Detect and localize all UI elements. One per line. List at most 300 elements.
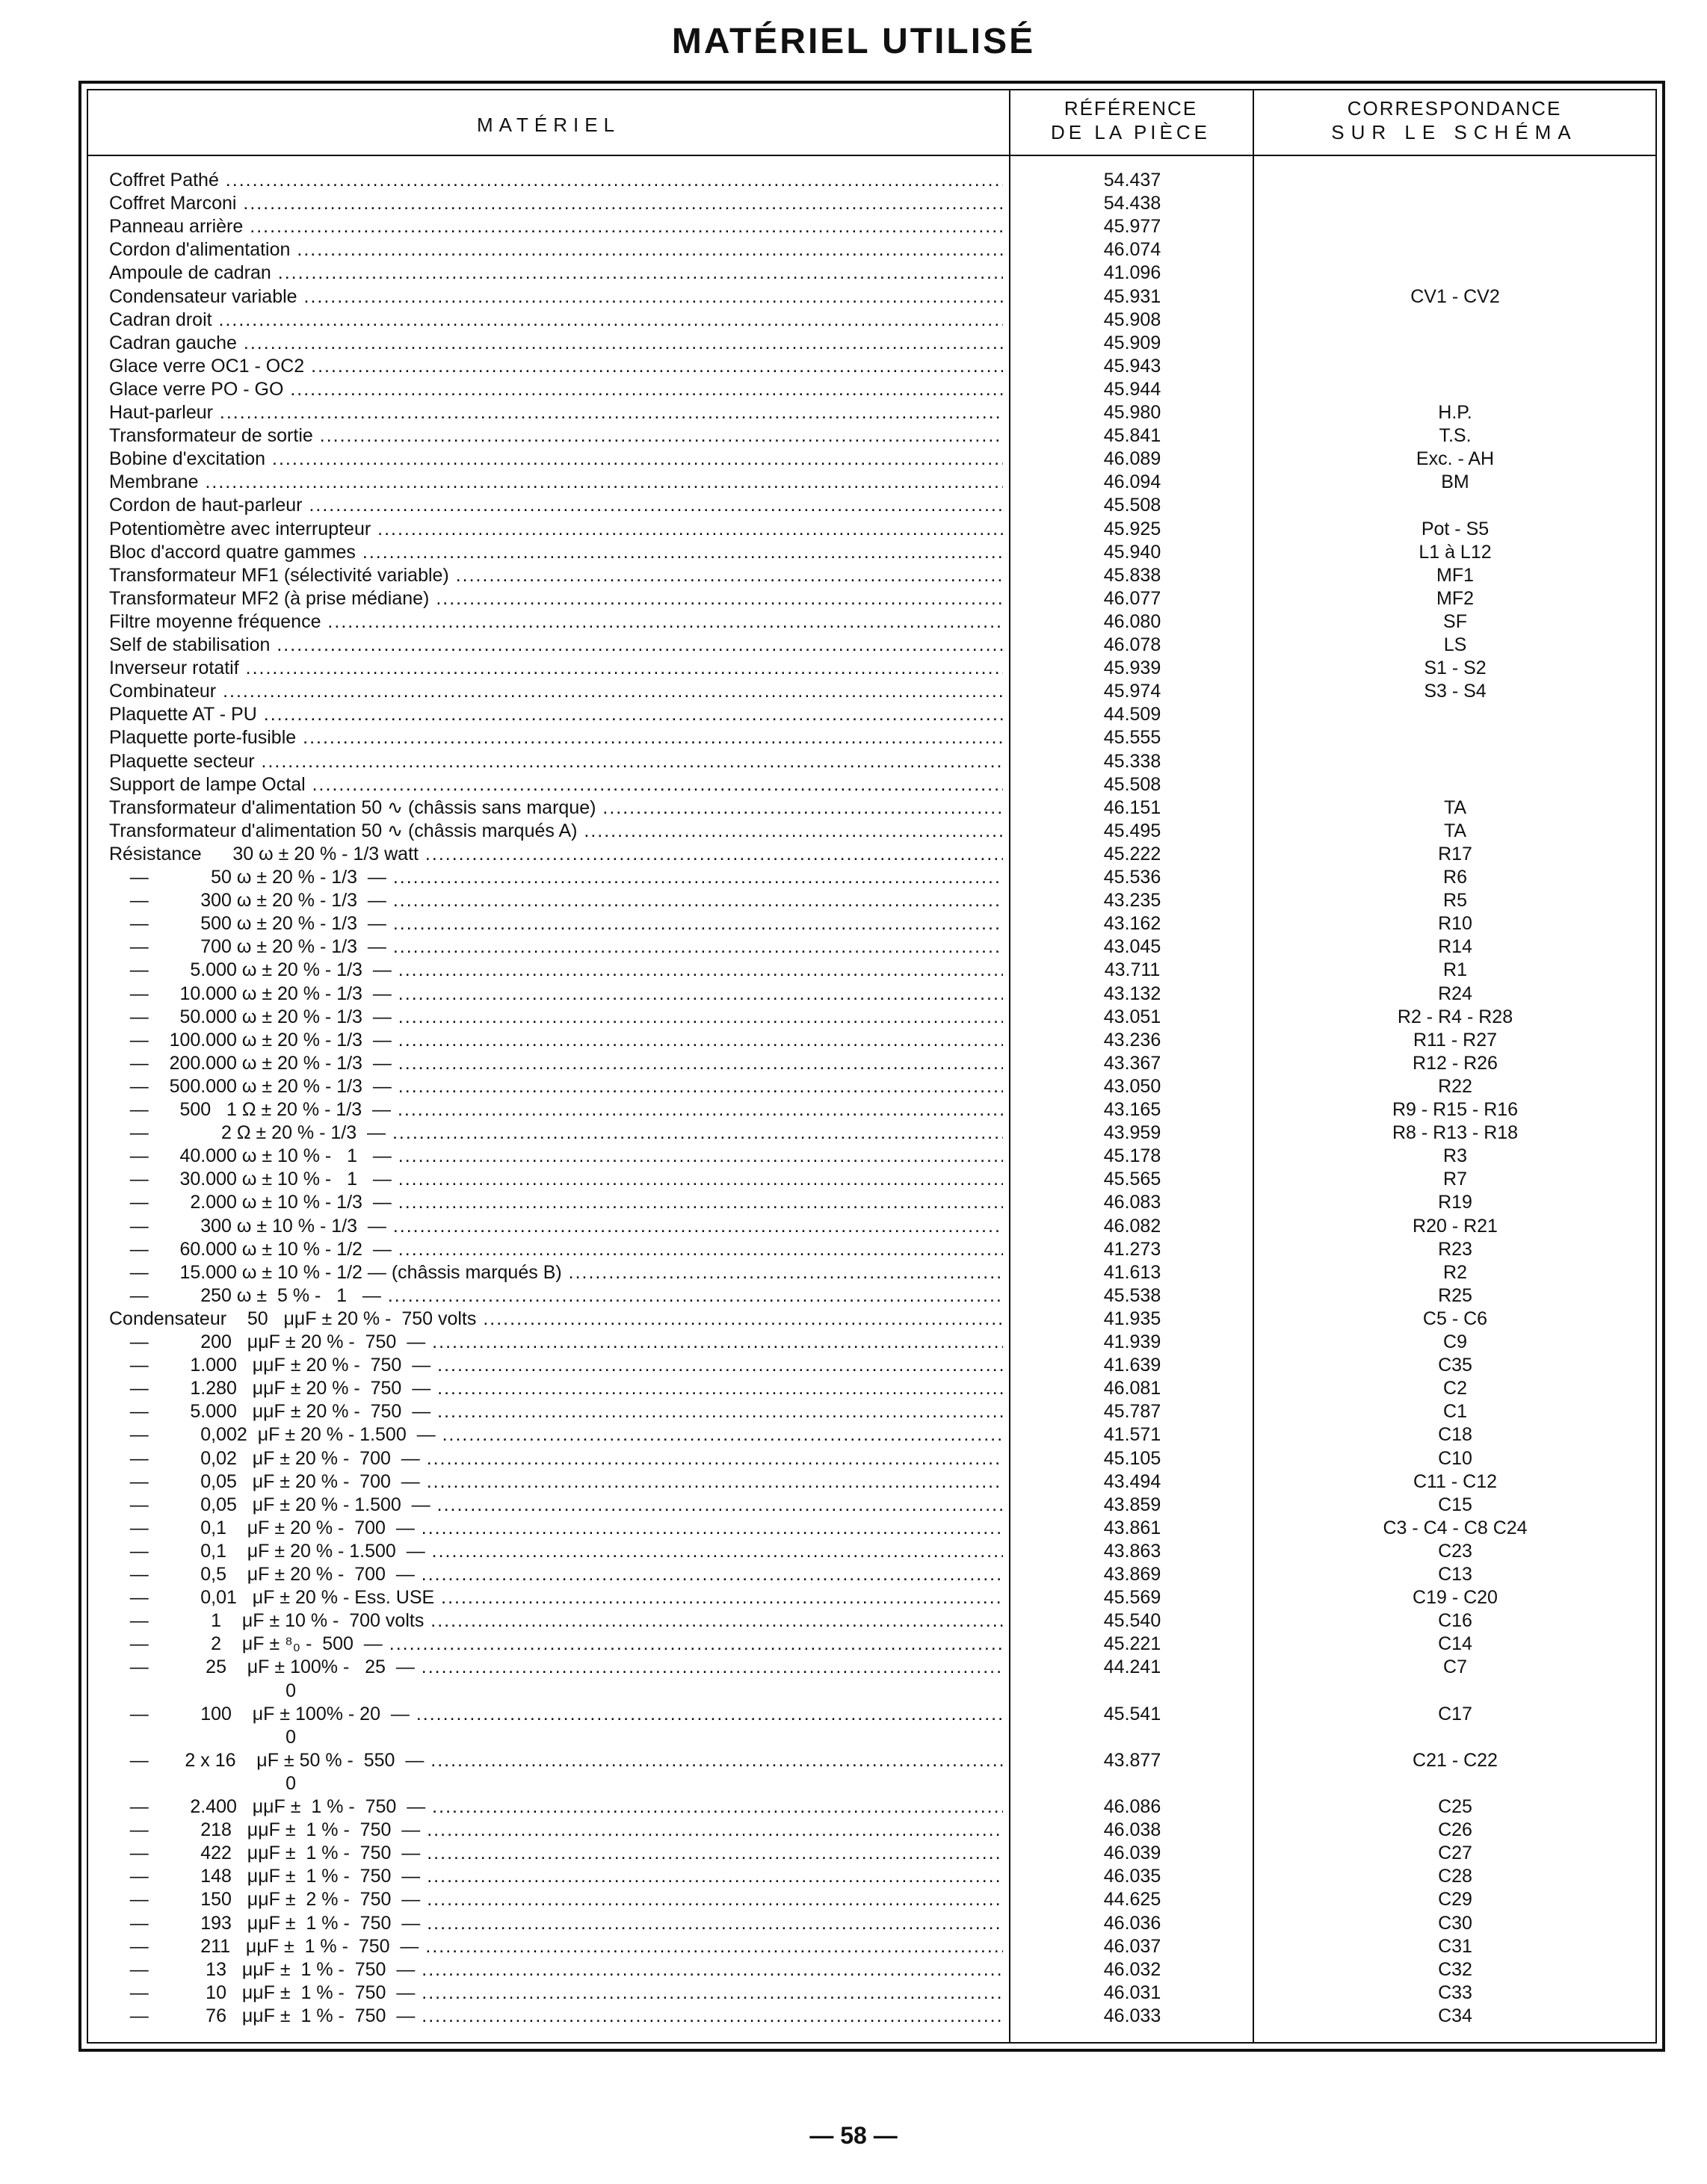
reference-cell: 45.908 bbox=[1103, 309, 1161, 330]
reference-cell: 41.096 bbox=[1103, 262, 1161, 284]
correspondance-cell: TA bbox=[1443, 796, 1467, 818]
materiel-cell: Plaquette porte-fusible ..... bbox=[109, 726, 1003, 749]
reference-cell: 44.625 bbox=[1103, 1889, 1161, 1911]
header-materiel: MATÉRIEL bbox=[476, 114, 621, 136]
reference-cell: 45.909 bbox=[1103, 332, 1161, 353]
table-row bbox=[0, 1447, 1707, 1470]
materiel-cell: Transformateur d'alimentation 50 ∿ (châssis sans marque) ..... bbox=[109, 796, 1003, 820]
page-title: MATÉRIEL UTILISÉ bbox=[671, 22, 1036, 61]
table-row bbox=[0, 238, 1707, 262]
table-row bbox=[0, 1215, 1707, 1238]
table-row bbox=[0, 610, 1707, 634]
correspondance-cell: C29 bbox=[1438, 1889, 1472, 1911]
correspondance-cell: TA bbox=[1443, 820, 1467, 841]
correspondance-cell: R5 bbox=[1443, 890, 1467, 912]
table-row bbox=[0, 564, 1707, 587]
table-row bbox=[0, 1238, 1707, 1261]
materiel-cell: — 250 ω ± 5 % - 1 — ..... bbox=[109, 1284, 1003, 1308]
table-row bbox=[0, 750, 1707, 773]
materiel-cell: — 1 μF ± 10 % - 700 volts ..... bbox=[109, 1609, 1003, 1633]
reference-cell: 45.541 bbox=[1103, 1703, 1161, 1724]
reference-cell: 45.925 bbox=[1103, 518, 1161, 539]
table-row bbox=[0, 1819, 1707, 1842]
table-row bbox=[0, 448, 1707, 471]
correspondance-cell: S3 - S4 bbox=[1424, 681, 1487, 702]
correspondance-cell: R12 - R26 bbox=[1413, 1052, 1498, 1074]
reference-cell: 46.033 bbox=[1103, 2005, 1161, 2026]
materiel-cell: — 200 μμF ± 20 % - 750 — ..... bbox=[109, 1331, 1003, 1354]
table-row bbox=[0, 355, 1707, 378]
correspondance-cell: C21 - C22 bbox=[1413, 1749, 1498, 1771]
materiel-cell: — 13 μμF ± 1 % - 750 — ..... bbox=[109, 1958, 1003, 1982]
reference-cell: 45.977 bbox=[1103, 216, 1161, 238]
materiel-cell: — 100.000 ω ± 20 % - 1/3 — ..... bbox=[109, 1029, 1003, 1052]
reference-cell: 43.959 bbox=[1103, 1122, 1161, 1144]
reference-cell: 41.935 bbox=[1103, 1308, 1161, 1329]
materiel-cell: Cordon d'alimentation ..... bbox=[109, 238, 1003, 262]
reference-cell: 43.165 bbox=[1103, 1099, 1161, 1120]
correspondance-cell: C27 bbox=[1438, 1843, 1472, 1864]
reference-cell: 45.787 bbox=[1103, 1401, 1161, 1423]
table-row bbox=[0, 471, 1707, 494]
materiel-cell: — 1.000 μμF ± 20 % - 750 — ..... bbox=[109, 1354, 1003, 1377]
materiel-cell: — 300 ω ± 10 % - 1/3 — ..... bbox=[109, 1215, 1003, 1238]
table-row bbox=[0, 1888, 1707, 1911]
correspondance-cell: C9 bbox=[1443, 1331, 1467, 1352]
reference-cell: 45.508 bbox=[1103, 495, 1161, 516]
reference-cell: 43.711 bbox=[1104, 959, 1161, 981]
materiel-cell: — 700 ω ± 20 % - 1/3 — ..... bbox=[109, 935, 1003, 959]
table-row bbox=[0, 1586, 1707, 1609]
table-row bbox=[0, 1865, 1707, 1888]
correspondance-cell: C31 bbox=[1438, 1935, 1472, 1957]
reference-cell: 45.222 bbox=[1103, 843, 1161, 864]
materiel-cell: Transformateur de sortie ..... bbox=[109, 424, 1003, 448]
reference-cell: 45.565 bbox=[1103, 1169, 1161, 1190]
reference-cell: 46.086 bbox=[1103, 1796, 1161, 1817]
table-row bbox=[0, 1075, 1707, 1098]
correspondance-cell: C18 bbox=[1438, 1424, 1472, 1446]
reference-cell: 45.939 bbox=[1103, 658, 1161, 679]
table-row bbox=[0, 935, 1707, 959]
reference-cell: 46.035 bbox=[1103, 1866, 1161, 1887]
table-row bbox=[0, 215, 1707, 238]
table-row bbox=[0, 726, 1707, 749]
correspondance-cell: R11 - R27 bbox=[1413, 1029, 1498, 1051]
materiel-cell: — 10 μμF ± 1 % - 750 — ..... bbox=[109, 1982, 1003, 2005]
reference-cell: 45.569 bbox=[1103, 1587, 1161, 1609]
materiel-cell: — 0,5 μF ± 20 % - 700 — ..... bbox=[109, 1563, 1003, 1586]
reference-cell: 45.838 bbox=[1103, 564, 1161, 586]
materiel-cell: — 2 μF ± ⁸₀ - 500 — ..... bbox=[109, 1633, 1003, 1656]
reference-cell: 45.940 bbox=[1103, 541, 1161, 563]
table-row bbox=[0, 866, 1707, 889]
materiel-cell: — 2 Ω ± 20 % - 1/3 — ..... bbox=[109, 1122, 1003, 1145]
materiel-cell: — 0,05 μF ± 20 % - 1.500 — ..... bbox=[109, 1494, 1003, 1517]
header-correspondance-line1: CORRESPONDANCE bbox=[1347, 97, 1562, 120]
table-row bbox=[0, 1749, 1707, 1772]
materiel-cell: Bobine d'excitation ..... bbox=[109, 448, 1003, 471]
reference-cell: 46.089 bbox=[1103, 448, 1161, 470]
correspondance-cell: CV1 - CV2 bbox=[1410, 285, 1500, 307]
reference-cell: 46.081 bbox=[1103, 1378, 1161, 1399]
materiel-cell: — 15.000 ω ± 10 % - 1/2 — (châssis marqués B) ..... bbox=[109, 1261, 1003, 1284]
table-row bbox=[0, 1168, 1707, 1191]
table-row bbox=[0, 1191, 1707, 1214]
correspondance-cell: C17 bbox=[1438, 1703, 1472, 1724]
materiel-cell: — 0,02 μF ± 20 % - 700 — ..... bbox=[109, 1447, 1003, 1470]
materiel-cell: — 500 1 Ω ± 20 % - 1/3 — ..... bbox=[109, 1098, 1003, 1122]
materiel-cell: — 148 μμF ± 1 % - 750 — ..... bbox=[109, 1865, 1003, 1888]
correspondance-cell: R14 bbox=[1438, 936, 1472, 958]
materiel-cell: — 10.000 ω ± 20 % - 1/3 — ..... bbox=[109, 983, 1003, 1006]
table-row bbox=[0, 912, 1707, 935]
reference-cell: 43.859 bbox=[1103, 1494, 1161, 1515]
correspondance-cell: C7 bbox=[1443, 1656, 1467, 1678]
materiel-cell: Transformateur MF2 (à prise médiane) ..... bbox=[109, 587, 1003, 610]
materiel-cell: Résistance 30 ω ± 20 % - 1/3 watt ..... bbox=[109, 843, 1003, 866]
correspondance-cell: C23 bbox=[1438, 1540, 1472, 1562]
materiel-cell: Plaquette secteur ..... bbox=[109, 750, 1003, 773]
correspondance-cell: R3 bbox=[1443, 1145, 1467, 1167]
page-number: — 58 — bbox=[809, 2122, 898, 2149]
correspondance-cell: SF bbox=[1443, 610, 1467, 632]
materiel-cell: — 40.000 ω ± 10 % - 1 — ..... bbox=[109, 1145, 1003, 1168]
correspondance-cell: Pot - S5 bbox=[1421, 518, 1490, 539]
reference-cell: 45.536 bbox=[1103, 867, 1161, 888]
correspondance-cell: C14 bbox=[1438, 1633, 1472, 1655]
reference-cell: 41.613 bbox=[1103, 1261, 1161, 1283]
materiel-cell: Glace verre PO - GO ..... bbox=[109, 378, 1003, 401]
table-row bbox=[0, 262, 1707, 285]
correspondance-cell: LS bbox=[1443, 634, 1467, 655]
reference-cell: 45.540 bbox=[1103, 1610, 1161, 1632]
reference-cell: 43.869 bbox=[1103, 1564, 1161, 1585]
reference-cell: 46.037 bbox=[1103, 1935, 1161, 1957]
header-correspondance-line2: SUR LE SCHÉMA bbox=[1331, 121, 1578, 143]
table-row bbox=[0, 1726, 1707, 1749]
materiel-cell: — 0,002 μF ± 20 % - 1.500 — ..... bbox=[109, 1423, 1003, 1447]
reference-cell: 41.273 bbox=[1103, 1238, 1161, 1260]
reference-cell: 46.039 bbox=[1103, 1843, 1161, 1864]
table-row bbox=[0, 634, 1707, 657]
reference-cell: 43.877 bbox=[1103, 1749, 1161, 1771]
table-row bbox=[0, 1145, 1707, 1168]
materiel-cell: — 2 x 16 μF ± 50 % - 550 — ..... bbox=[109, 1749, 1003, 1772]
reference-cell: 45.980 bbox=[1103, 402, 1161, 423]
table-row bbox=[0, 773, 1707, 796]
reference-cell: 41.939 bbox=[1103, 1331, 1161, 1352]
table-row bbox=[0, 1308, 1707, 1331]
table-row bbox=[0, 1331, 1707, 1354]
reference-cell: 43.861 bbox=[1103, 1517, 1161, 1538]
table-row bbox=[0, 518, 1707, 541]
reference-cell: 46.151 bbox=[1103, 796, 1161, 818]
materiel-cell: — 0,1 μF ± 20 % - 700 — ..... bbox=[109, 1517, 1003, 1540]
reference-cell: 43.863 bbox=[1103, 1540, 1161, 1562]
materiel-cell: — 60.000 ω ± 10 % - 1/2 — ..... bbox=[109, 1238, 1003, 1261]
materiel-cell: Condensateur 50 μμF ± 20 % - 750 volts ..... bbox=[109, 1308, 1003, 1331]
table-row bbox=[0, 1563, 1707, 1586]
reference-cell: 45.944 bbox=[1103, 378, 1161, 400]
table-row bbox=[0, 1354, 1707, 1377]
reference-cell: 46.074 bbox=[1103, 239, 1161, 261]
table-row bbox=[0, 541, 1707, 564]
materiel-cell: — 218 μμF ± 1 % - 750 — ..... bbox=[109, 1819, 1003, 1842]
correspondance-cell: MF2 bbox=[1436, 587, 1474, 609]
correspondance-cell: R9 - R15 - R16 bbox=[1392, 1099, 1519, 1120]
correspondance-cell: C30 bbox=[1438, 1912, 1472, 1934]
reference-cell: 45.508 bbox=[1103, 773, 1161, 795]
materiel-cell: Support de lampe Octal ..... bbox=[109, 773, 1003, 796]
table-row bbox=[0, 1703, 1707, 1726]
reference-cell: 46.094 bbox=[1103, 471, 1161, 493]
reference-cell: 46.078 bbox=[1103, 634, 1161, 655]
reference-cell: 45.841 bbox=[1103, 425, 1161, 447]
table-row bbox=[0, 1935, 1707, 1958]
table-row bbox=[0, 959, 1707, 982]
reference-cell: 45.105 bbox=[1103, 1447, 1161, 1469]
reference-cell: 45.178 bbox=[1103, 1145, 1161, 1167]
reference-cell: 43.162 bbox=[1103, 913, 1161, 935]
materiel-cell: — 25 μF ± 100% - 25 — ..... bbox=[109, 1656, 1003, 1679]
table-row bbox=[0, 1494, 1707, 1517]
table-row bbox=[0, 703, 1707, 726]
reference-cell: 43.367 bbox=[1103, 1052, 1161, 1074]
reference-cell: 45.974 bbox=[1103, 681, 1161, 702]
table-row bbox=[0, 1656, 1707, 1679]
materiel-cell: — 500.000 ω ± 20 % - 1/3 — ..... bbox=[109, 1075, 1003, 1098]
correspondance-cell: C13 bbox=[1438, 1564, 1472, 1585]
materiel-cell: Coffret Marconi ..... bbox=[109, 192, 1003, 215]
correspondance-cell: R1 bbox=[1443, 959, 1467, 981]
table-row bbox=[0, 889, 1707, 912]
table-row bbox=[0, 1470, 1707, 1494]
reference-cell: 45.221 bbox=[1103, 1633, 1161, 1655]
table-row bbox=[0, 424, 1707, 448]
correspondance-cell: R25 bbox=[1438, 1284, 1472, 1306]
materiel-cell: Combinateur ..... bbox=[109, 680, 1003, 703]
correspondance-cell: R10 bbox=[1438, 913, 1472, 935]
correspondance-cell: R23 bbox=[1438, 1238, 1472, 1260]
reference-cell: 44.509 bbox=[1103, 704, 1161, 726]
materiel-cell: Self de stabilisation ..... bbox=[109, 634, 1003, 657]
materiel-cell: — 76 μμF ± 1 % - 750 — ..... bbox=[109, 2005, 1003, 2028]
reference-cell: 46.077 bbox=[1103, 587, 1161, 609]
table-row bbox=[0, 1912, 1707, 1935]
table-row bbox=[0, 657, 1707, 680]
materiel-cell: — 193 μμF ± 1 % - 750 — ..... bbox=[109, 1912, 1003, 1935]
materiel-cell: — 211 μμF ± 1 % - 750 — ..... bbox=[109, 1935, 1003, 1958]
materiel-cell: Cadran droit ..... bbox=[109, 309, 1003, 332]
materiel-cell: Filtre moyenne fréquence ..... bbox=[109, 610, 1003, 634]
table-row bbox=[0, 285, 1707, 309]
correspondance-cell: C16 bbox=[1438, 1610, 1472, 1632]
materiel-cell: 0 bbox=[109, 1680, 297, 1701]
correspondance-cell: C28 bbox=[1438, 1866, 1472, 1887]
table-row bbox=[0, 1029, 1707, 1052]
table-row bbox=[0, 1284, 1707, 1308]
reference-cell: 45.538 bbox=[1103, 1284, 1161, 1306]
correspondance-cell: C34 bbox=[1438, 2005, 1472, 2026]
correspondance-cell: C19 - C20 bbox=[1413, 1587, 1498, 1609]
reference-cell: 41.639 bbox=[1103, 1355, 1161, 1376]
materiel-cell: Cordon de haut-parleur ..... bbox=[109, 494, 1003, 517]
reference-cell: 44.241 bbox=[1103, 1656, 1161, 1678]
correspondance-cell: C3 - C4 - C8 C24 bbox=[1383, 1517, 1528, 1538]
reference-cell: 46.031 bbox=[1103, 1982, 1161, 2003]
materiel-cell: Ampoule de cadran ..... bbox=[109, 262, 1003, 285]
reference-cell: 45.555 bbox=[1103, 727, 1161, 749]
materiel-cell: Inverseur rotatif ..... bbox=[109, 657, 1003, 680]
reference-cell: 45.931 bbox=[1103, 285, 1161, 307]
correspondance-cell: C25 bbox=[1438, 1796, 1472, 1817]
table-row bbox=[0, 169, 1707, 192]
table-row bbox=[0, 1423, 1707, 1447]
table-row bbox=[0, 796, 1707, 820]
reference-cell: 46.036 bbox=[1103, 1912, 1161, 1934]
correspondance-cell: R7 bbox=[1443, 1169, 1467, 1190]
table-row bbox=[0, 309, 1707, 332]
materiel-cell: Panneau arrière ..... bbox=[109, 215, 1003, 238]
correspondance-cell: H.P. bbox=[1438, 402, 1472, 423]
table-row bbox=[0, 1517, 1707, 1540]
correspondance-cell: C1 bbox=[1443, 1401, 1467, 1423]
materiel-cell: Potentiomètre avec interrupteur ..... bbox=[109, 518, 1003, 541]
correspondance-cell: C35 bbox=[1438, 1355, 1472, 1376]
reference-cell: 43.132 bbox=[1103, 983, 1161, 1004]
materiel-cell: — 0,1 μF ± 20 % - 1.500 — ..... bbox=[109, 1540, 1003, 1563]
materiel-cell: — 50.000 ω ± 20 % - 1/3 — ..... bbox=[109, 1006, 1003, 1029]
reference-cell: 41.571 bbox=[1103, 1424, 1161, 1446]
correspondance-cell: R6 bbox=[1443, 867, 1467, 888]
table-row bbox=[0, 1540, 1707, 1563]
materiel-cell: — 150 μμF ± 2 % - 750 — ..... bbox=[109, 1888, 1003, 1911]
table-row bbox=[0, 1609, 1707, 1633]
materiel-cell: — 500 ω ± 20 % - 1/3 — ..... bbox=[109, 912, 1003, 935]
table-row bbox=[0, 1982, 1707, 2005]
table-row bbox=[0, 843, 1707, 866]
materiel-cell: Cadran gauche ..... bbox=[109, 332, 1003, 355]
table-row bbox=[0, 820, 1707, 843]
header-reference-line1: RÉFÉRENCE bbox=[1064, 97, 1198, 120]
correspondance-cell: R19 bbox=[1438, 1192, 1472, 1213]
reference-cell: 43.050 bbox=[1103, 1075, 1161, 1097]
table-row bbox=[0, 983, 1707, 1006]
correspondance-cell: R20 - R21 bbox=[1413, 1215, 1498, 1237]
table-row bbox=[0, 1377, 1707, 1400]
reference-cell: 43.236 bbox=[1103, 1029, 1161, 1051]
correspondance-cell: R22 bbox=[1438, 1075, 1472, 1097]
table-row bbox=[0, 1006, 1707, 1029]
correspondance-cell: C33 bbox=[1438, 1982, 1472, 2003]
correspondance-cell: MF1 bbox=[1436, 564, 1474, 586]
reference-cell: 45.495 bbox=[1103, 820, 1161, 841]
reference-cell: 43.494 bbox=[1103, 1470, 1161, 1492]
correspondance-cell: C5 - C6 bbox=[1422, 1308, 1488, 1329]
correspondance-cell: S1 - S2 bbox=[1424, 658, 1487, 679]
materiel-cell: — 422 μμF ± 1 % - 750 — ..... bbox=[109, 1842, 1003, 1865]
reference-cell: 46.032 bbox=[1103, 1958, 1161, 1980]
materiel-cell: Transformateur MF1 (sélectivité variable) ..... bbox=[109, 564, 1003, 587]
header-reference-line2: DE LA PIÈCE bbox=[1051, 121, 1211, 143]
correspondance-cell: C10 bbox=[1438, 1447, 1472, 1469]
table-row bbox=[0, 2005, 1707, 2028]
materiel-cell: Transformateur d'alimentation 50 ∿ (châssis marqués A) ..... bbox=[109, 820, 1003, 843]
correspondance-cell: C11 - C12 bbox=[1413, 1470, 1498, 1492]
materiel-cell: Glace verre OC1 - OC2 ..... bbox=[109, 355, 1003, 378]
materiel-cell: — 2.400 μμF ± 1 % - 750 — ..... bbox=[109, 1795, 1003, 1819]
table-row bbox=[0, 1122, 1707, 1145]
reference-cell: 46.080 bbox=[1103, 610, 1161, 632]
table-row bbox=[0, 1958, 1707, 1982]
materiel-cell: — 2.000 ω ± 10 % - 1/3 — ..... bbox=[109, 1191, 1003, 1214]
table-row bbox=[0, 1680, 1707, 1703]
table-row bbox=[0, 1400, 1707, 1423]
materiel-cell: — 100 μF ± 100% - 20 — ..... bbox=[109, 1703, 1003, 1726]
correspondance-cell: C2 bbox=[1443, 1378, 1467, 1399]
correspondance-cell: BM bbox=[1441, 471, 1469, 493]
reference-cell: 43.235 bbox=[1103, 890, 1161, 912]
materiel-cell: — 5.000 μμF ± 20 % - 750 — ..... bbox=[109, 1400, 1003, 1423]
materiel-cell: Bloc d'accord quatre gammes ..... bbox=[109, 541, 1003, 564]
reference-cell: 46.038 bbox=[1103, 1819, 1161, 1841]
materiel-cell: — 1.280 μμF ± 20 % - 750 — ..... bbox=[109, 1377, 1003, 1400]
correspondance-cell: C26 bbox=[1438, 1819, 1472, 1841]
materiel-cell: Condensateur variable ..... bbox=[109, 285, 1003, 309]
materiel-cell: — 0,01 μF ± 20 % - Ess. USE ..... bbox=[109, 1586, 1003, 1609]
table-row bbox=[0, 1633, 1707, 1656]
correspondance-cell: L1 à L12 bbox=[1419, 541, 1492, 563]
table-row bbox=[0, 332, 1707, 355]
correspondance-cell: T.S. bbox=[1439, 425, 1472, 447]
table-row bbox=[0, 401, 1707, 424]
reference-cell: 45.338 bbox=[1103, 750, 1161, 772]
correspondance-cell: R17 bbox=[1438, 843, 1472, 864]
reference-cell: 46.083 bbox=[1103, 1192, 1161, 1213]
reference-cell: 54.438 bbox=[1103, 193, 1161, 214]
materiel-cell: — 200.000 ω ± 20 % - 1/3 — ..... bbox=[109, 1052, 1003, 1075]
table-row bbox=[0, 1098, 1707, 1122]
correspondance-cell: R8 - R13 - R18 bbox=[1392, 1122, 1519, 1144]
reference-cell: 43.051 bbox=[1103, 1006, 1161, 1027]
reference-cell: 54.437 bbox=[1103, 170, 1161, 191]
materiel-cell: Haut-parleur ..... bbox=[109, 401, 1003, 424]
correspondance-cell: R2 - R4 - R28 bbox=[1397, 1006, 1513, 1027]
table-row bbox=[0, 494, 1707, 517]
materiel-cell: — 30.000 ω ± 10 % - 1 — ..... bbox=[109, 1168, 1003, 1191]
table-row bbox=[0, 1772, 1707, 1795]
materiel-cell: — 300 ω ± 20 % - 1/3 — ..... bbox=[109, 889, 1003, 912]
table-row bbox=[0, 1795, 1707, 1819]
materiel-cell: — 0,05 μF ± 20 % - 700 — ..... bbox=[109, 1470, 1003, 1494]
reference-cell: 46.082 bbox=[1103, 1215, 1161, 1237]
table-row bbox=[0, 1052, 1707, 1075]
correspondance-cell: R24 bbox=[1438, 983, 1472, 1004]
reference-cell: 45.943 bbox=[1103, 355, 1161, 377]
materiel-cell: 0 bbox=[109, 1772, 297, 1794]
table-row bbox=[0, 192, 1707, 215]
table-row bbox=[0, 378, 1707, 401]
materiel-cell: Plaquette AT - PU ..... bbox=[109, 703, 1003, 726]
table-row bbox=[0, 1261, 1707, 1284]
correspondance-cell: Exc. - AH bbox=[1416, 448, 1495, 470]
materiel-cell: Membrane ..... bbox=[109, 471, 1003, 494]
header-divider bbox=[87, 155, 1657, 156]
materiel-cell: Coffret Pathé ..... bbox=[109, 169, 1003, 192]
reference-cell: 43.045 bbox=[1103, 936, 1161, 958]
materiel-cell: 0 bbox=[109, 1726, 297, 1748]
